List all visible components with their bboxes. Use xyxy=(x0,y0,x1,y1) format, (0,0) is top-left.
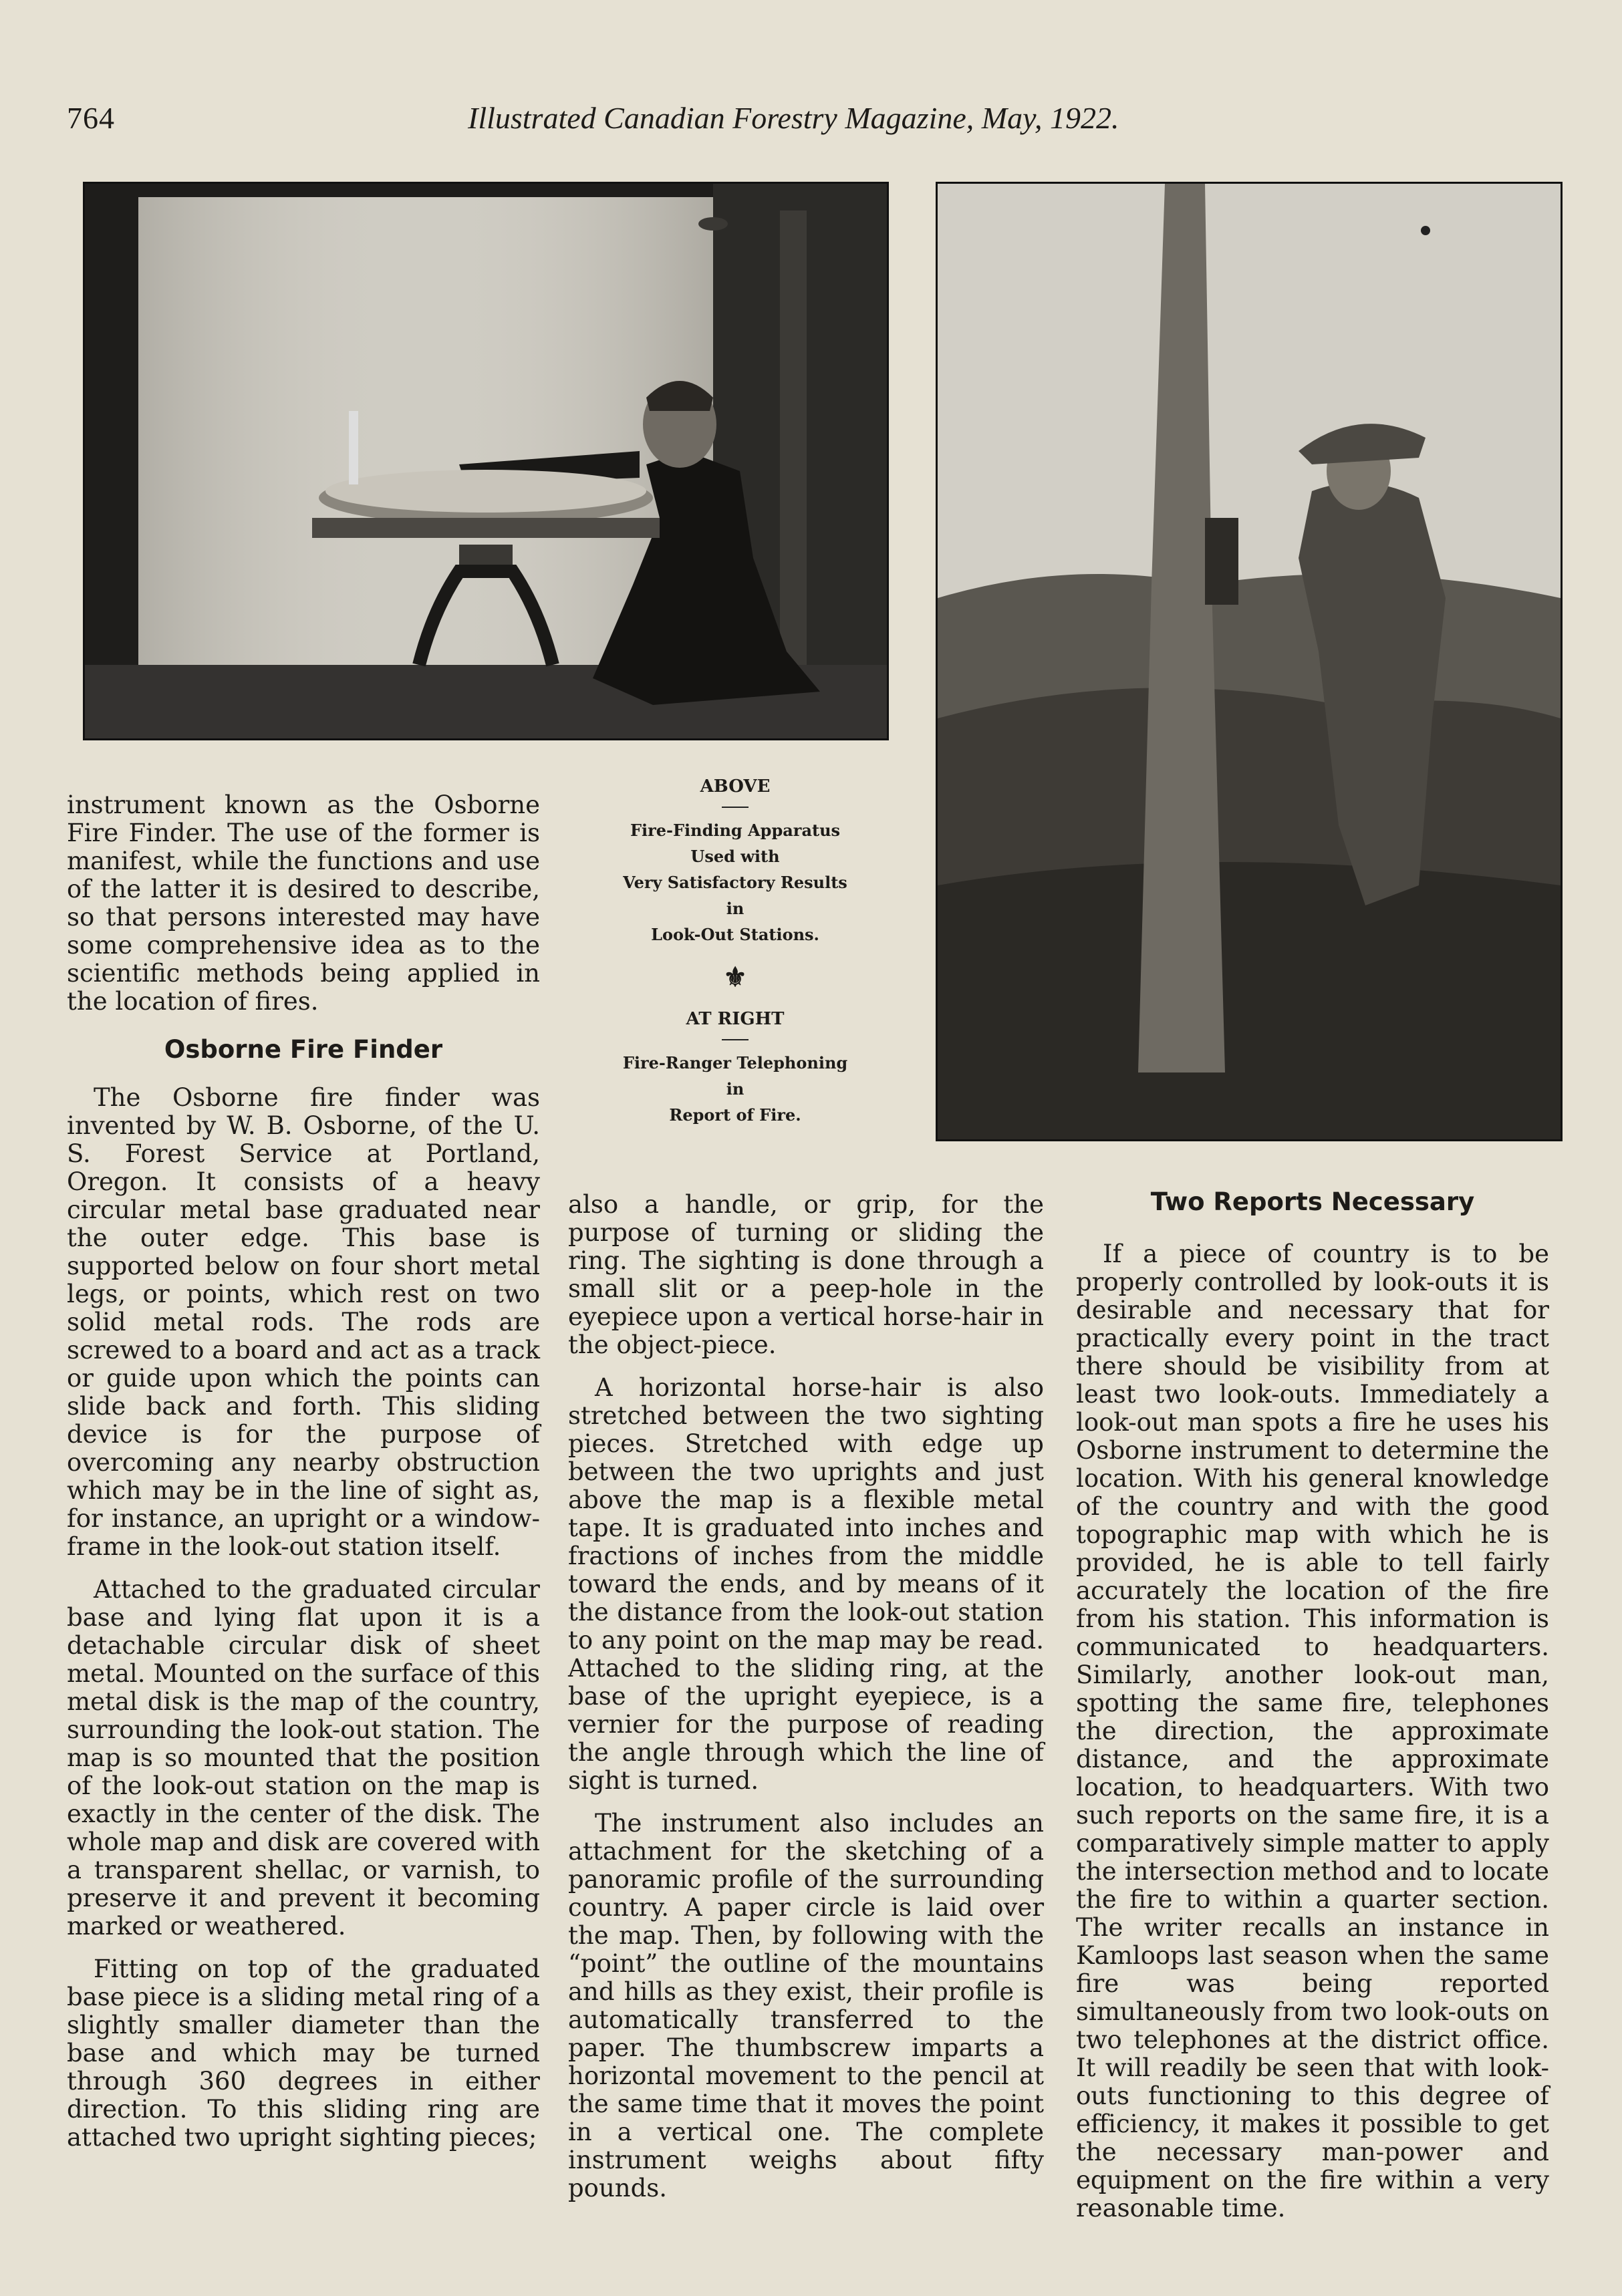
caption-above-line: Very Satisfactory Results xyxy=(623,873,847,892)
caption-right-line: Fire-Ranger Telephoning xyxy=(622,1053,848,1072)
caption-above-line: Fire-Finding Apparatus xyxy=(630,821,841,840)
fleur-de-lis-icon: ⚜ xyxy=(723,962,747,993)
caption-above-line: Used with xyxy=(690,847,780,866)
intro-paragraph: instrument known as the Osborne Fire Finder. The use of the former is manifest, while the functions and use of the latter it is desired to describe, so that persons interested may have some comprehensive idea as to the scientific methods being applied in the location of fires. xyxy=(67,791,540,1016)
caption-above-line: in xyxy=(726,899,745,918)
paragraph: Fitting on top of the graduated base piece is a sliding metal ring of a slightly smaller diameter than the base and which may be turned through 360 degrees in either direction. To this sliding ring are attached two upright sighting pieces; xyxy=(67,1955,540,2152)
fire-finder-photo xyxy=(83,182,889,740)
section-heading: Two Reports Necessary xyxy=(1150,1187,1475,1216)
paragraph: also a handle, or grip, for the purpose of turning or sliding the ring. The sighting is done through a small slit or a peep-hole in the eyepiece upon a vertical horse-hair in the object-piece. xyxy=(568,1190,1044,1359)
paragraph: A horizontal horse-hair is also stretched between the two sighting pieces. Stretched with edge up between the two uprights and just above the map is a flexible metal tape. It is graduated into inches and fractions of inches from the middle toward the ends, and by means of it the distance from the look-out station to any point on the map may be read. Attached to the sliding ring, at the base of the upright eyepiece, is a vernier for the purpose of reading the angle through which the line of sight is turned. xyxy=(568,1373,1044,1795)
column-1 xyxy=(67,791,540,2166)
caption-right-line: in xyxy=(726,1079,745,1099)
magazine-title: Illustrated Canadian Forestry Magazine, May, 1922. xyxy=(468,101,1119,135)
paragraph: If a piece of country is to be properly controlled by look-outs it is desirable and necessary that for practically every point in the tract there should be visibility from at least two look-outs. Immediately a look-out man spots a fire he uses his Osborne instrument to determine the location. With his general knowledge of the country and with the good topographic map with which he is provided, he is able to tell fairly accurately the location of the fire from his station. This information is communicated to headquarters. Similarly, another look-out man, spotting the same fire, telephones the direction, the approximate distance, and the approximate location, to headquarters. With two such reports on the same fire, it is a comparatively simple matter to apply the intersection method and to locate the fire to within a quarter section. The writer recalls an instance in Kamloops last season when the same fire was being reported simultaneously from two look-outs on two telephones at the district office. It will readily be seen that with look-outs functioning to this degree of efficiency, it makes it possible to get the necessary man-power and equipment on the fire within a very reasonable time. xyxy=(1076,1240,1549,2222)
page-number: 764 xyxy=(67,101,115,135)
column-2 xyxy=(568,1191,1044,2217)
column-3 xyxy=(1076,1188,1549,2237)
paragraph: Attached to the graduated circular base and lying flat upon it is a detachable circular disk of sheet metal. Mounted on the surface of this metal disk is the map of the country, surrounding the look-out station. The map is so mounted that the position of the look-out station on the map is exactly in the center of the disk. The whole map and disk are covered with a transparent shellac, or varnish, to preserve it and prevent it becoming marked or weathered. xyxy=(67,1575,540,1941)
caption-above-label: ABOVE xyxy=(700,776,771,797)
caption-right-label: AT RIGHT xyxy=(686,1009,785,1029)
caption-divider xyxy=(722,807,749,808)
fire-ranger-photo xyxy=(936,182,1563,1141)
caption-divider xyxy=(722,1039,749,1040)
paragraph: The Osborne fire finder was invented by W. B. Osborne, of the U. S. Forest Service at Portland, Oregon. It consists of a heavy circular metal base graduated near the outer edge. This base is supported below on four short metal legs, or points, which rest on two solid metal rods. The rods are screwed to a board and act as a track or guide upon which the points can slide back and forth. This sliding device is for the purpose of overcoming any nearby obstruction which may be in the line of sight as, for instance, an upright or a window-frame in the look-out station itself. xyxy=(67,1083,540,1561)
paragraph: The instrument also includes an attachment for the sketching of a panoramic profile of the surrounding country. A paper circle is laid over the map. Then, by following with the “point” the outline of the mountains and hills as they exist, their profile is automatically transferred to the paper. The thumbscrew imparts a horizontal movement to the pencil at the same time that it moves the point in a vertical one. The complete instrument weighs about fifty pounds. xyxy=(568,1809,1044,2202)
caption-above-line: Look-Out Stations. xyxy=(651,925,819,944)
photo-captions xyxy=(588,774,882,1128)
section-heading: Osborne Fire Finder xyxy=(164,1035,443,1064)
caption-right-line: Report of Fire. xyxy=(669,1105,801,1125)
